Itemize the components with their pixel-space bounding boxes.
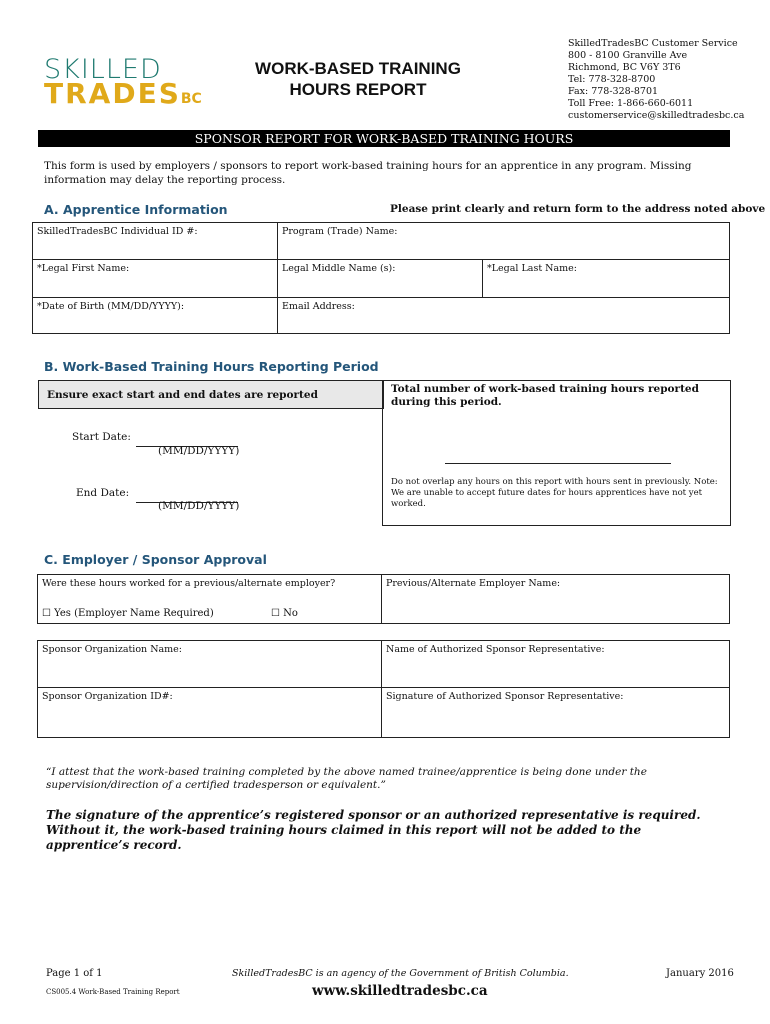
dates-header-text: Ensure exact start and end dates are reported <box>47 389 318 401</box>
report-banner: SPONSOR REPORT FOR WORK-BASED TRAINING HOURS <box>38 130 730 147</box>
contact-tollfree: Toll Free: 1-866-660-6011 <box>568 98 694 109</box>
contact-fax: Fax: 778-328-8701 <box>568 86 659 97</box>
section-a-heading: A. Apprentice Information <box>44 202 228 217</box>
intro-text: This form is used by employers / sponsors to report work-based training hours for an apprentice in any program. Missing information may delay the reporting process. <box>44 160 692 186</box>
no-option[interactable]: ☐ No <box>271 608 298 619</box>
yes-label: Yes (Employer Name Required) <box>54 608 214 619</box>
org-id-label: Sponsor Organization ID#: <box>42 691 173 702</box>
end-date-format: (MM/DD/YYYY) <box>158 500 240 512</box>
end-date-label: End Date: <box>76 487 130 499</box>
middle-name-label: Legal Middle Name (s): <box>282 263 396 274</box>
dob-field[interactable] <box>33 298 278 334</box>
contact-block <box>568 38 744 122</box>
logo-suffix: BC <box>180 91 202 107</box>
logo-trades-text: TRADES <box>44 77 181 110</box>
id-field[interactable] <box>33 223 278 260</box>
program-label: Program (Trade) Name: <box>282 226 398 237</box>
attestation-text: “I attest that the work-based training completed by the above named trainee/apprentice is being done under the supervision/direction of a certified tradesperson or equivalent.” <box>46 766 647 791</box>
section-b-heading: B. Work-Based Training Hours Reporting Period <box>44 359 379 374</box>
total-hours-header: Total number of work-based training hours reported during this period. <box>391 383 699 408</box>
prev-employer-question-label: Were these hours worked for a previous/alternate employer? <box>42 578 336 589</box>
logo-trades <box>44 77 202 110</box>
page-title <box>238 58 478 100</box>
signature-required-text: The signature of the apprentice’s registered sponsor or an authorized representative is required. Without it, the work-based training hours claimed in this report will not be added to the apprentice’s record. <box>46 808 701 852</box>
overlap-note: Do not overlap any hours on this report with hours sent in previously. Note: We are unable to accept future dates for hours apprentices have not yet worked. <box>391 477 718 509</box>
middle-name-field[interactable] <box>278 260 483 298</box>
contact-tel: Tel: 778-328-8700 <box>568 74 656 85</box>
signature-label: Signature of Authorized Sponsor Representative: <box>386 691 624 702</box>
section-c-heading: C. Employer / Sponsor Approval <box>44 552 267 567</box>
agency-note: SkilledTradesBC is an agency of the Government of British Columbia. <box>232 968 569 979</box>
email-label: Email Address: <box>282 301 355 312</box>
email-field[interactable] <box>278 298 730 334</box>
employer-table <box>37 574 730 624</box>
total-hours-input[interactable] <box>445 463 671 464</box>
contact-address-1: 800 - 8100 Granville Ave <box>568 50 688 61</box>
no-label: No <box>283 608 298 619</box>
form-code: CS005.4 Work-Based Training Report <box>46 988 180 996</box>
dates-header <box>38 380 384 409</box>
form-date: January 2016 <box>666 968 734 979</box>
program-field[interactable] <box>278 223 730 260</box>
contact-address-2: Richmond, BC V6Y 3T6 <box>568 62 681 73</box>
total-hours-box <box>382 380 731 526</box>
first-name-field[interactable] <box>33 260 278 298</box>
page-number: Page 1 of 1 <box>46 968 103 979</box>
website-link[interactable]: www.skilledtradesbc.ca <box>312 983 488 999</box>
print-note: Please print clearly and return form to the address noted above <box>390 203 766 215</box>
title-line-1: WORK-BASED TRAINING <box>255 59 461 78</box>
rep-name-field[interactable] <box>382 641 730 688</box>
prev-employer-question <box>38 575 382 624</box>
last-name-field[interactable] <box>483 260 730 298</box>
sponsor-table <box>37 640 730 738</box>
signature-field[interactable] <box>382 688 730 738</box>
first-name-label: *Legal First Name: <box>37 263 130 274</box>
start-date-format: (MM/DD/YYYY) <box>158 445 240 457</box>
logo-skilled: SKILLED <box>44 54 162 85</box>
start-date-label: Start Date: <box>72 431 131 443</box>
yes-option[interactable]: ☐ Yes (Employer Name Required) <box>42 608 214 619</box>
contact-name: SkilledTradesBC Customer Service <box>568 38 738 49</box>
apprentice-info-table <box>32 222 730 334</box>
id-label: SkilledTradesBC Individual ID #: <box>37 226 198 237</box>
org-name-label: Sponsor Organization Name: <box>42 644 183 655</box>
org-name-field[interactable] <box>38 641 382 688</box>
contact-email[interactable]: customerservice@skilledtradesbc.ca <box>568 110 745 121</box>
prev-employer-field[interactable] <box>382 575 730 624</box>
last-name-label: *Legal Last Name: <box>487 263 577 274</box>
rep-name-label: Name of Authorized Sponsor Representative: <box>386 644 605 655</box>
title-line-2: HOURS REPORT <box>289 80 427 99</box>
prev-employer-label: Previous/Alternate Employer Name: <box>386 578 561 589</box>
dob-label: *Date of Birth (MM/DD/YYYY): <box>37 301 185 312</box>
org-id-field[interactable] <box>38 688 382 738</box>
